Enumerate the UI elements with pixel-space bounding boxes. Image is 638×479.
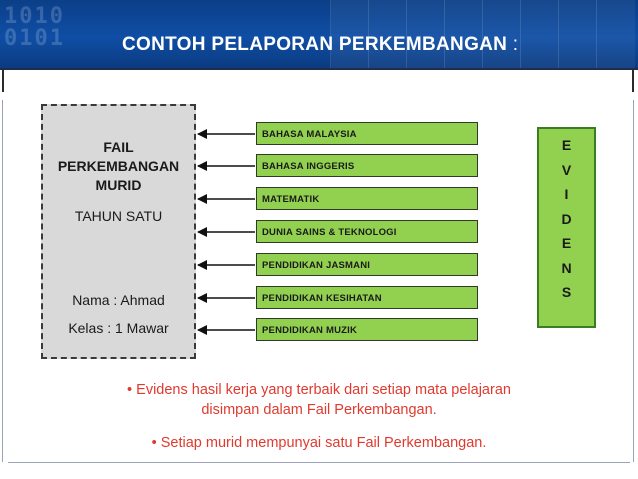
slide-title-colon: :	[512, 34, 519, 55]
binary-pattern-decoration: 1010 0101	[4, 4, 65, 51]
subject-pendidikan-muzik: PENDIDIKAN MUZIK	[256, 318, 478, 341]
evidens-letter: N	[561, 259, 572, 276]
evidens-letter: E	[561, 137, 572, 153]
student-name: Nama : Ahmad	[72, 292, 165, 308]
subject-pendidikan-kesihatan: PENDIDIKAN KESIHATAN	[256, 286, 478, 309]
bullet-evidens-line1: • Evidens hasil kerja yang terbaik dari setiap mata pelajaran	[127, 382, 511, 398]
subject-bahasa-malaysia: BAHASA MALAYSIA	[256, 122, 478, 145]
evidens-box	[537, 127, 596, 328]
fail-title-line: MURID	[95, 177, 142, 193]
subject-pendidikan-jasmani: PENDIDIKAN JASMANI	[256, 253, 478, 276]
subject-bahasa-inggeris: BAHASA INGGERIS	[256, 154, 478, 177]
evidens-letter: V	[561, 161, 572, 178]
fail-title-line: FAIL	[103, 139, 134, 155]
evidens-letter: S	[561, 284, 572, 300]
slide-title-text: CONTOH PELAPORAN PERKEMBANGAN	[122, 34, 508, 55]
fail-title-line: PERKEMBANGAN	[57, 158, 180, 174]
student-class: Kelas : 1 Mawar	[68, 320, 169, 336]
evidens-letter: D	[561, 210, 572, 227]
subject-dunia-sains-teknologi: DUNIA SAINS & TEKNOLOGI	[256, 220, 478, 243]
evidens-letter: E	[561, 235, 572, 251]
evidens-letter: I	[564, 186, 569, 202]
subject-matematik: MATEMATIK	[256, 187, 478, 210]
bullet-evidens-line2: disimpan dalam Fail Perkembangan.	[201, 402, 437, 418]
bullet-one-file-per-student: • Setiap murid mempunyai satu Fail Perkembangan.	[151, 435, 487, 451]
fail-year: TAHUN SATU	[74, 208, 163, 224]
